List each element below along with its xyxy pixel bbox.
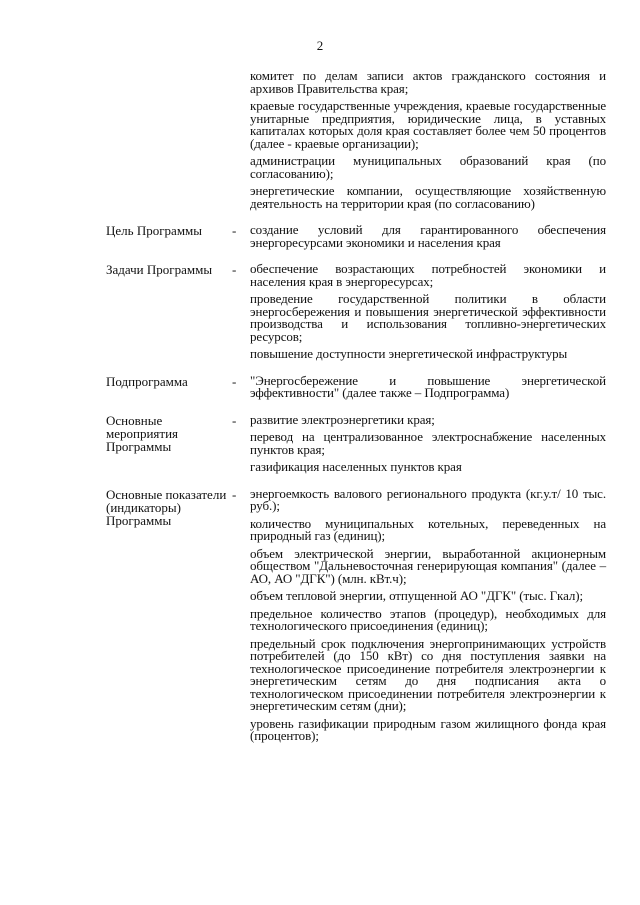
section-dash: -	[232, 486, 237, 502]
section-items	[250, 411, 606, 474]
section-item: повышение доступности энергетической инфраструктуры	[250, 346, 568, 361]
section-item: "Энергосбережение и повышение энергетической эффективности" (далее также – Подпрограмма)	[250, 372, 606, 400]
section-item: создание условий для гарантированного обеспечения энергоресурсами экономики и населения края	[250, 222, 606, 250]
section-indicators	[106, 485, 606, 743]
section-item: уровень газификации природным газом жилищного фонда края (процентов);	[250, 715, 606, 743]
section-goal	[106, 224, 606, 249]
section-item: развитие электроэнергетики края;	[250, 411, 435, 427]
section-items	[250, 70, 606, 210]
section-label: Цель Программы	[106, 223, 203, 238]
section-item: количество муниципальных котельных, переведенных на природный газ (единиц);	[250, 515, 606, 543]
section-subprogram	[106, 372, 606, 400]
section-dash: -	[232, 223, 237, 238]
section-item: проведение государственной политики в области энергосбережения и повышения энергетической эффективности производства и использования топливно-энергетических ресурсов;	[250, 291, 606, 344]
section-tasks	[106, 263, 606, 361]
section-dash: -	[232, 412, 237, 428]
section-dash: -	[232, 262, 237, 277]
section-item: администрации муниципальных образований края (по согласованию);	[250, 153, 606, 181]
page-number: 2	[316, 38, 324, 53]
section-item: обеспечение возрастающих потребностей экономики и населения края в энергоресурсах;	[250, 261, 606, 289]
section-item: объем тепловой энергии, отпущенной АО "ДГК" (тыс. Гкал);	[250, 588, 583, 603]
section-items	[250, 224, 606, 249]
section-label: Подпрограмма	[106, 373, 188, 389]
section-items	[250, 485, 606, 743]
section-label: Основные показатели (индикаторы) Программы	[106, 486, 227, 528]
section-item: предельное количество этапов (процедур), необходимых для технологического присоединения (единиц);	[250, 605, 606, 633]
section-items	[250, 263, 606, 361]
section-item: комитет по делам записи актов гражданского состояния и архивов Правительства края;	[250, 68, 606, 96]
section-item: энергетические компании, осуществляющие хозяйственную деятельность на территории края (по согласованию)	[250, 183, 606, 211]
section-executors	[106, 70, 606, 210]
section-label: Задачи Программы	[106, 262, 213, 277]
section-dash: -	[232, 373, 237, 389]
section-item: газификация населенных пунктов края	[250, 459, 462, 474]
section-item: предельный срок подключения энергопринимающих устройств потребителей (до 150 кВт) со дня поступления заявки на технологическое присоединение потребителя электроэнергии к энергетическим сетям до дня подписания акта о технологическом присоединении потребителя электроэнергии к энергетическим сетям (дни);	[250, 635, 606, 713]
passport-table	[106, 70, 606, 757]
section-label: Основные мероприятия Программы	[106, 412, 179, 454]
section-item: перевод на централизованное электроснабжение населенных пунктов края;	[250, 429, 606, 457]
section-item: энергоемкость валового регионального продукта (кг.у.т/ 10 тыс. руб.);	[250, 485, 606, 513]
section-item: объем электрической энергии, выработанной акционерным обществом "Дальневосточная генерирующая компания" (далее – АО, АО "ДГК") (млн. кВт.ч);	[250, 545, 606, 586]
section-main-activities	[106, 411, 606, 474]
section-item: краевые государственные учреждения, краевые государственные унитарные предприятия, юридические лица, в уставных капиталах которых доля края составляет более чем 50 процентов (далее - краевые организации);	[250, 98, 606, 151]
section-items	[250, 372, 606, 400]
